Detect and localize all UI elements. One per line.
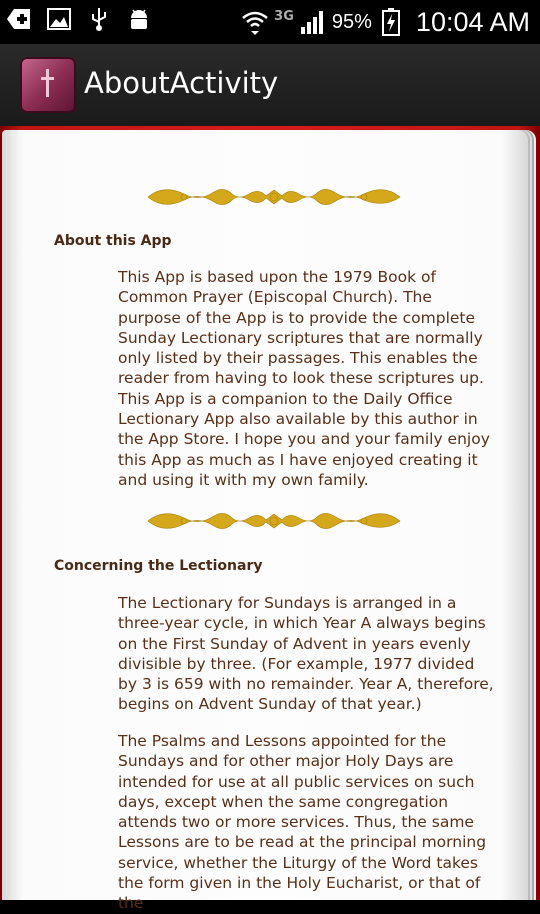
network-type: 3G <box>274 8 294 24</box>
ornament-divider-icon <box>144 506 404 536</box>
notification-add-icon <box>6 6 32 32</box>
about-paragraph: This App is based upon the 1979 Book of Common Prayer (Episcopal Church). The purpose of the App is to provide the complete Sunday Lectionary scriptures that are normally only listed by their passages. This enables the reader from having to look these scriptures up. This App is a companion to the Daily Office Lectionary App also available by this author in the App Store. I hope you and your family enjoy this App as much as I have enjoyed creating it and using it with my own family. <box>118 268 490 489</box>
wifi-icon <box>242 9 268 35</box>
bible-app-icon[interactable] <box>20 57 76 113</box>
section-heading-lectionary: Concerning the Lectionary <box>54 558 263 574</box>
usb-icon <box>86 6 112 32</box>
book-page[interactable] <box>2 130 528 913</box>
section-heading-about: About this App <box>54 233 172 249</box>
page-title: AboutActivity <box>84 66 279 100</box>
image-icon <box>46 6 72 32</box>
signal-icon <box>300 9 326 35</box>
android-debug-icon <box>126 6 152 32</box>
status-bar <box>0 0 540 44</box>
lectionary-paragraph-2: The Psalms and Lessons appointed for the Sundays and for other major Holy Days are intended for use at all public services on such days, except when the same congregation attends two or more services. Thus, the same Lessons are to be read at the principal morning service, whether the Liturgy of the Word takes the form given in the Holy Eucharist, or that of the <box>118 732 487 913</box>
ornament-divider-icon <box>144 182 404 212</box>
action-bar <box>0 44 540 128</box>
battery-percent: 95% <box>331 10 372 33</box>
battery-charging-icon <box>378 9 404 35</box>
clock: 10:04 AM <box>415 6 530 37</box>
lectionary-paragraph-1: The Lectionary for Sundays is arranged in a three-year cycle, in which Year A always begins on the First Sunday of Advent in years evenly divisible by three. (For example, 1977 divided by 3 is 659 with no remainder. Year A, therefore, begins on Advent Sunday of that year.) <box>118 594 494 714</box>
